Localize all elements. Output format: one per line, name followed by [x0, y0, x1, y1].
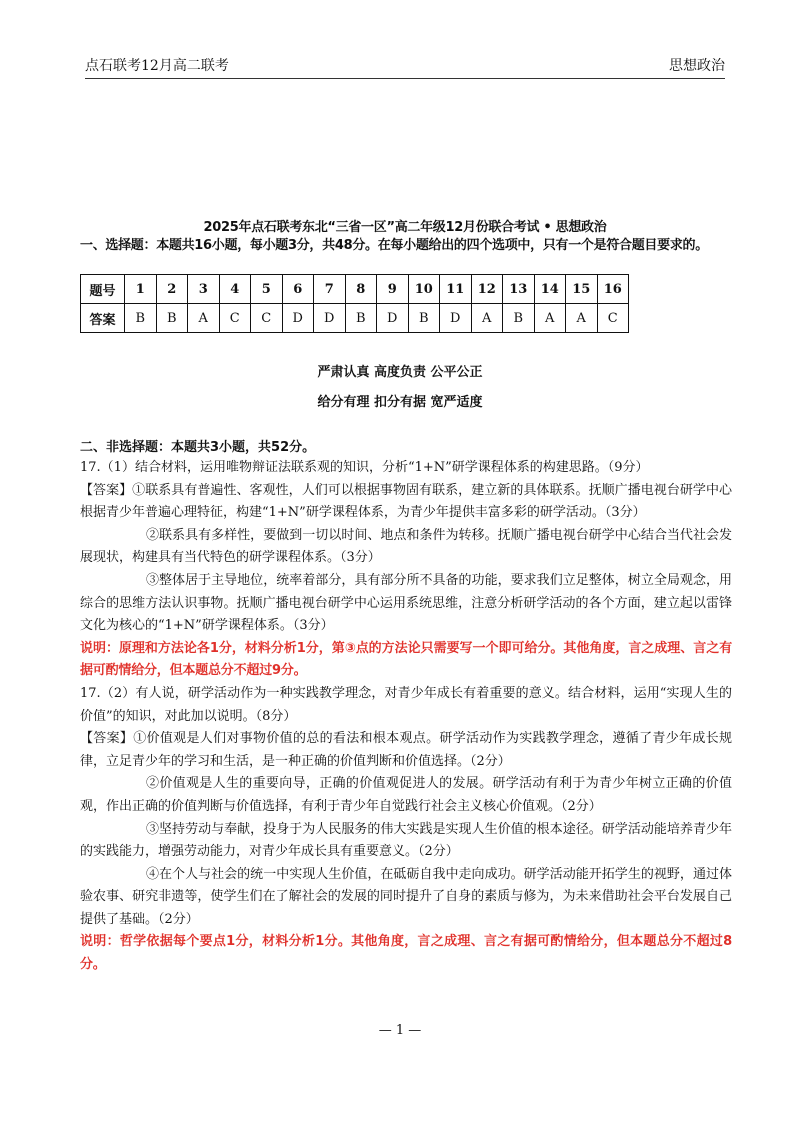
- answer-table: [80, 274, 629, 333]
- question-number-cell: 6: [282, 275, 314, 304]
- question-number-cell: 11: [440, 275, 472, 304]
- page-header: [85, 55, 725, 79]
- question-number-cell: 5: [251, 275, 283, 304]
- page-number: — 1 —: [378, 1023, 422, 1038]
- q17-2-point-3: ③坚持劳动与奉献，投身于为人民服务的伟大实践是实现人生价值的根本途径。研学活动能培养青少年的实践能力，增强劳动能力，对青少年成长具有重要意义。（2分）: [80, 821, 732, 860]
- q17-1-grading-note: 说明：原理和方法论各1分，材料分析1分，第③点的方法论只需要写一个即可给分。其他角度，言之成理、言之有据可酌情给分，但本题总分不超过9分。: [80, 640, 732, 679]
- answer-cell: A: [188, 304, 220, 333]
- q17-2-point-1: ①价值观是人们对事物价值的总的看法和根本观点。研学活动作为实践教学理念，遵循了青少年成长规律，立足青少年的学习和生活，是一种正确的价值判断和价值选择。（2分）: [80, 731, 732, 769]
- grading-motto-1: 严肃认真 高度负责 公平公正: [317, 365, 483, 380]
- answer-cell: A: [471, 304, 503, 333]
- q17-1-question: 17.（1）结合材料，运用唯物辩证法联系观的知识，分析“1+N”研学课程体系的构建思路。（9分）: [80, 460, 649, 475]
- answer-body: [80, 457, 732, 977]
- answer-row: [81, 304, 629, 333]
- q17-2-point-4: ④在个人与社会的统一中实现人生价值，在砥砺自我中走向成功。研学活动能开拓学生的视野，通过体验农事、研究非遗等，使学生们在了解社会的发展的同时提升了自身的素质与修为，为未来借助社会平台发展自己提供了基础。（2分）: [80, 866, 732, 927]
- q17-1-answer-p1: [80, 480, 732, 525]
- question-number-cell: 14: [534, 275, 566, 304]
- header-right: 思想政治: [669, 58, 725, 74]
- answer-cell: D: [440, 304, 472, 333]
- answer-cell: B: [345, 304, 377, 333]
- q17-1-point-1: ①联系具有普遍性、客观性，人们可以根据事物固有联系，建立新的具体联系。抚顺广播电视台研学中心根据青少年普遍心理特征，构建“1+N”研学课程体系，为青少年提供丰富多彩的研学活动。（3分）: [80, 482, 732, 521]
- question-number-cell: 4: [219, 275, 251, 304]
- answer-cell: B: [156, 304, 188, 333]
- question-number-cell: 2: [156, 275, 188, 304]
- section2-heading: 二、非选择题：本题共3小题，共52分。: [80, 440, 316, 455]
- question-number-cell: 7: [314, 275, 346, 304]
- answer-cell: B: [503, 304, 535, 333]
- q17-2-grading-note: 说明：哲学依据每个要点1分，材料分析1分。其他角度，言之成理、言之有据可酌情给分，但本题总分不超过8分。: [80, 934, 732, 973]
- question-number-row: [81, 275, 629, 304]
- question-number-cell: 9: [377, 275, 409, 304]
- answer-cell: A: [534, 304, 566, 333]
- answer-cell: C: [597, 304, 629, 333]
- question-number-cell: 12: [471, 275, 503, 304]
- answer-cell: A: [566, 304, 598, 333]
- answer-cell: D: [282, 304, 314, 333]
- question-number-cell: 10: [408, 275, 440, 304]
- question-number-cell: 8: [345, 275, 377, 304]
- answer-cell: D: [377, 304, 409, 333]
- answer-cell: D: [314, 304, 346, 333]
- q17-1-point-2: ②联系具有多样性，要做到一切以时间、地点和条件为转移。抚顺广播电视台研学中心结合当代社会发展现状，构建具有当代特色的研学课程体系。（3分）: [80, 527, 732, 566]
- question-number-cell: 13: [503, 275, 535, 304]
- question-number-cell: 1: [125, 275, 157, 304]
- answer-cell: B: [408, 304, 440, 333]
- answer-tag: 【答案】: [80, 482, 133, 498]
- q17-1-point-3: ③整体居于主导地位，统率着部分，具有部分所不具备的功能，要求我们立足整体，树立全局观念，用综合的思维方法认识事物。抚顺广播电视台研学中心运用系统思维，注意分析研学活动的各个方面，建立起以雷锋文化为核心的“1+N”研学课程体系。（3分）: [80, 572, 732, 634]
- question-number-cell: 16: [597, 275, 629, 304]
- q17-2-question: 17.（2）有人说，研学活动作为一种实践教学理念，对青少年成长有着重要的意义。结合材料，运用“实现人生的价值”的知识，对此加以说明。（8分）: [80, 685, 732, 724]
- q17-2-answer-p1: [80, 728, 732, 773]
- exam-title: 2025年点石联考东北“三省一区”高二年级12月份联合考试 • 思想政治: [203, 220, 607, 235]
- answer-cell: C: [219, 304, 251, 333]
- row-label-question: 题号: [81, 275, 125, 304]
- question-number-cell: 15: [566, 275, 598, 304]
- grading-motto-2: 给分有理 扣分有据 宽严适度: [317, 395, 483, 410]
- section1-heading: 一、选择题：本题共16小题，每小题3分，共48分。在每小题给出的四个选项中，只有一个是符合题目要求的。: [80, 238, 708, 253]
- row-label-answer: 答案: [81, 304, 125, 333]
- answer-cell: B: [125, 304, 157, 333]
- answer-tag: 【答案】: [80, 731, 134, 747]
- answer-cell: C: [251, 304, 283, 333]
- q17-2-point-2: ②价值观是人生的重要向导，正确的价值观促进人的发展。研学活动有利于为青少年树立正确的价值观，作出正确的价值判断与价值选择，有利于青少年自觉践行社会主义核心价值观。（2分）: [80, 776, 732, 814]
- question-number-cell: 3: [188, 275, 220, 304]
- header-left: 点石联考12月高二联考: [85, 58, 229, 74]
